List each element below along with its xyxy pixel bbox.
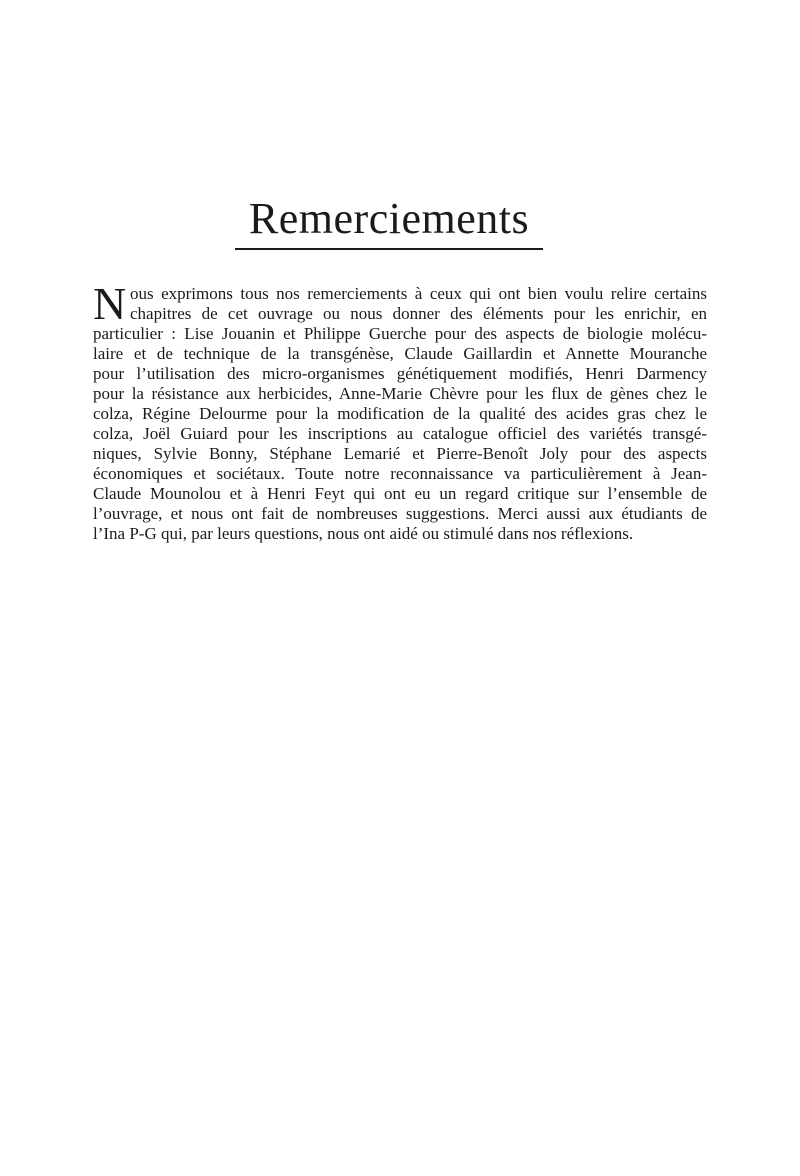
drop-cap: N <box>93 278 127 329</box>
page-title: Remerciements <box>248 194 530 243</box>
paragraph-line: laire et de technique de la transgénèse, Claude Gaillardin et Annette Mouranche <box>93 344 707 363</box>
paragraph-line: pour l’utilisation des micro-organismes génétiquement modifiés, Henri Darmency <box>93 364 707 383</box>
title-block <box>235 194 543 250</box>
paragraph-line: l’Ina P-G qui, par leurs questions, nous ont aidé ou stimulé dans nos réflexions. <box>93 524 634 543</box>
paragraph-line: Claude Mounolou et à Henri Feyt qui ont eu un regard critique sur l’ensemble de <box>93 484 707 503</box>
paragraph-line: chapitres de cet ouvrage ou nous donner des éléments pour les enrichir, en <box>130 304 707 323</box>
paragraph-line: niques, Sylvie Bonny, Stéphane Lemarié et Pierre-Benoît Joly pour des aspects <box>93 444 707 463</box>
paragraph-line: l’ouvrage, et nous ont fait de nombreuses suggestions. Merci aussi aux étudiants de <box>93 504 707 523</box>
paragraph-line: ous exprimons tous nos remerciements à ceux qui ont bien voulu relire certains <box>130 284 707 303</box>
paragraph-line: particulier : Lise Jouanin et Philippe Guerche pour des aspects de biologie molécu- <box>93 324 707 343</box>
paragraph-line: pour la résistance aux herbicides, Anne-Marie Chèvre pour les flux de gènes chez le <box>93 384 707 403</box>
acknowledgements-paragraph <box>93 278 707 544</box>
paragraph-line: colza, Joël Guiard pour les inscriptions au catalogue officiel des variétés transgé- <box>93 424 707 443</box>
paragraph-line: colza, Régine Delourme pour la modification de la qualité des acides gras chez le <box>93 404 707 423</box>
paragraph-line: économiques et sociétaux. Toute notre reconnaissance va particulièrement à Jean- <box>93 464 707 483</box>
